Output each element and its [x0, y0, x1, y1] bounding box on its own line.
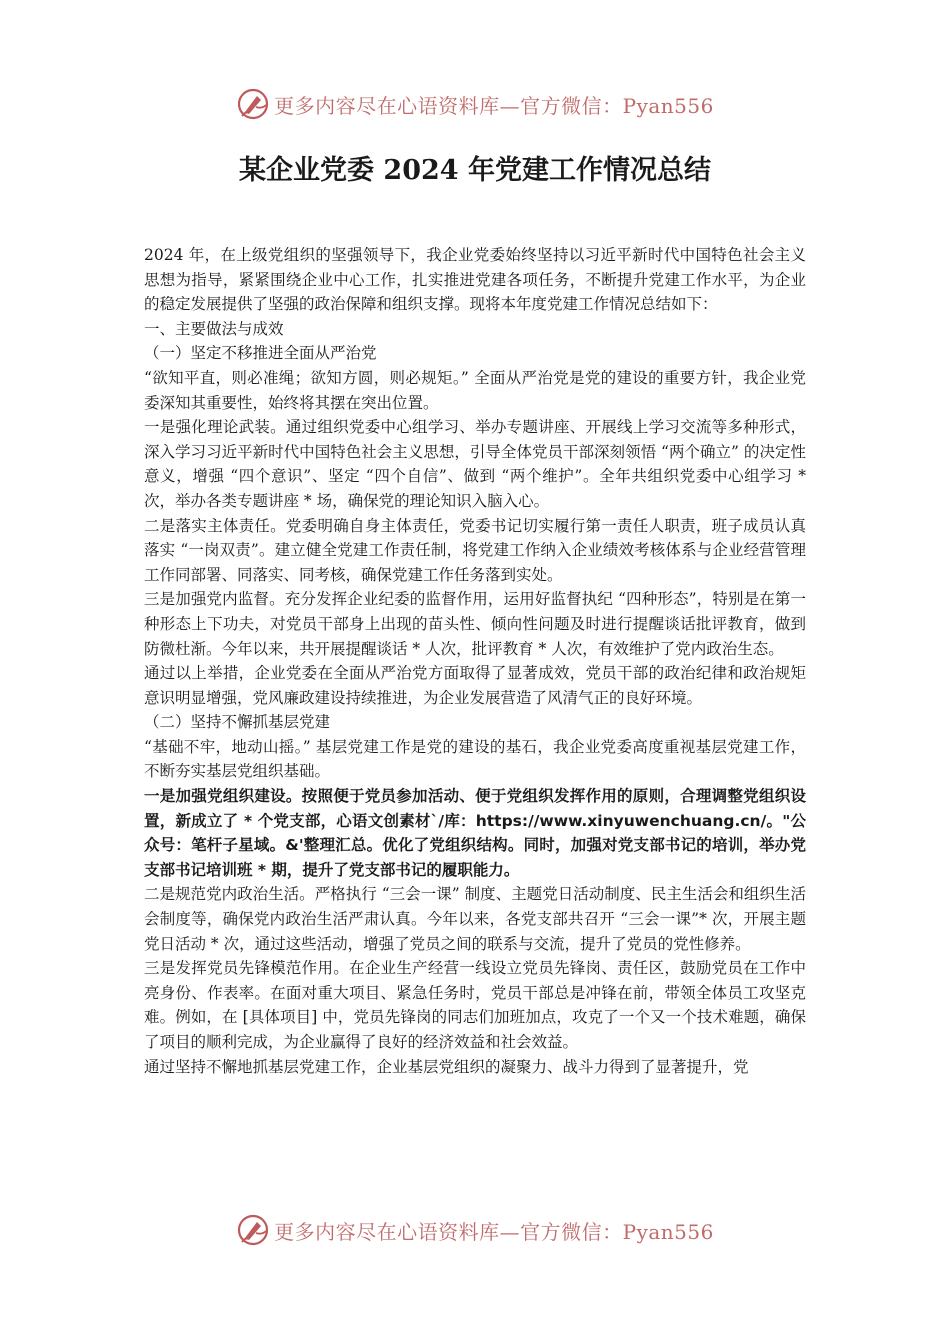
watermark-text: 更多内容尽在心语资料库—官方微信：Pyan556: [274, 1219, 714, 1244]
watermark-text: 更多内容尽在心语资料库—官方微信：Pyan556: [274, 93, 714, 118]
paragraph: 三是加强党内监督。充分发挥企业纪委的监督作用，运用好监督执纪 “四种形态”，特别是在第一种形态上下功夫，对党员干部身上出现的苗头性、倾向性问题及时进行提醒谈话批评教育，做到防微杜渐。今年以来，共开展提醒谈话 * 人次，批评教育 * 人次，有效维护了党内政治生态。: [144, 590, 806, 658]
document-title: 某企业党委 2024 年党建工作情况总结: [239, 155, 711, 186]
paragraph: “基础不牢，地动山摇。” 基层党建工作是党的建设的基石，我企业党委高度重视基层党建工作，不断夯实基层党组织基础。: [144, 737, 806, 781]
paragraph: “欲知平直，则必准绳；欲知方圆，则必规矩。” 全面从严治党是党的建设的重要方针，我企业党委深知其重要性，始终将其摆在突出位置。: [144, 368, 806, 412]
pen-nib-icon: [236, 1213, 270, 1247]
paragraph-watermarked: 一是加强党组织建设。按照便于党员参加活动、便于党组织发挥作用的原则，合理调整党组织设置，新成立了 * 个党支部，心语文创素材`/库：https://www.xinyuwenchuang.cn/。"公众号：笔杆子星域。&'整理汇总。优化了党组织结构。同时，加强对党支部书记的培训，举办党支部书记培训班 * 期，提升了党支部书记的履职能力。: [144, 787, 806, 879]
paragraph: 二是规范党内政治生活。严格执行 “三会一课” 制度、主题党日活动制度、民主生活会和组织生活会制度等，确保党内政治生活严肃认真。今年以来，各党支部共召开 “三会一课”* 次，开展主题党日活动 * 次，通过这些活动，增强了党员之间的联系与交流，提升了党员的党性修养。: [144, 885, 806, 953]
watermark-banner-top: [0, 82, 950, 126]
paragraph: 三是发挥党员先锋模范作用。在企业生产经营一线设立党员先锋岗、责任区，鼓励党员在工作中亮身份、作表率。在面对重大项目、紧急任务时，党员干部总是冲锋在前，带领全体员工攻坚克难。例如，在 [具体项目] 中，党员先锋岗的同志们加班加点，攻克了一个又一个技术难题，确保了项目的顺利完成，为企业赢得了良好的经济效益和社会效益。: [144, 959, 806, 1051]
watermark-banner-bottom: [0, 1208, 950, 1252]
paragraph: 一是强化理论武装。通过组织党委中心组学习、举办专题讲座、开展线上学习交流等多种形式，深入学习习近平新时代中国特色社会主义思想，引导全体党员干部深刻领悟 “两个确立” 的决定性意义，增强 “四个意识”、坚定 “四个自信”、做到 “两个维护”。全年共组织党委中心组学习 * 次，举办各类专题讲座 * 场，确保党的理论知识入脑入心。: [144, 418, 806, 510]
paragraph: 通过以上举措，企业党委在全面从严治党方面取得了显著成效，党员干部的政治纪律和政治规矩意识明显增强，党风廉政建设持续推进，为企业发展营造了风清气正的良好环境。: [144, 664, 806, 707]
subsection-heading: （二）坚持不懈抓基层党建: [144, 713, 331, 732]
section-heading: 一、主要做法与成效: [144, 319, 284, 338]
pen-nib-icon: [236, 87, 270, 121]
subsection-heading: （一）坚定不移推进全面从严治党: [144, 344, 377, 363]
paragraph: 二是落实主体责任。党委明确自身主体责任，党委书记切实履行第一责任人职责，班子成员认真落实 “一岗双责”。建立健全党建工作责任制，将党建工作纳入企业绩效考核体系与企业经营管理工作同部署、同落实、同考核，确保党建工作任务落到实处。: [144, 516, 806, 584]
paragraph-continued: 通过坚持不懈地抓基层党建工作，企业基层党组织的凝聚力、战斗力得到了显著提升，党: [144, 1057, 749, 1076]
document-body: [144, 243, 806, 1079]
paragraph-intro: 2024 年，在上级党组织的坚强领导下，我企业党委始终坚持以习近平新时代中国特色社会主义思想为指导，紧紧围绕企业中心工作，扎实推进党建各项任务，不断提升党建工作水平，为企业的稳定发展提供了坚强的政治保障和组织支撑。现将本年度党建工作情况总结如下：: [144, 246, 806, 314]
